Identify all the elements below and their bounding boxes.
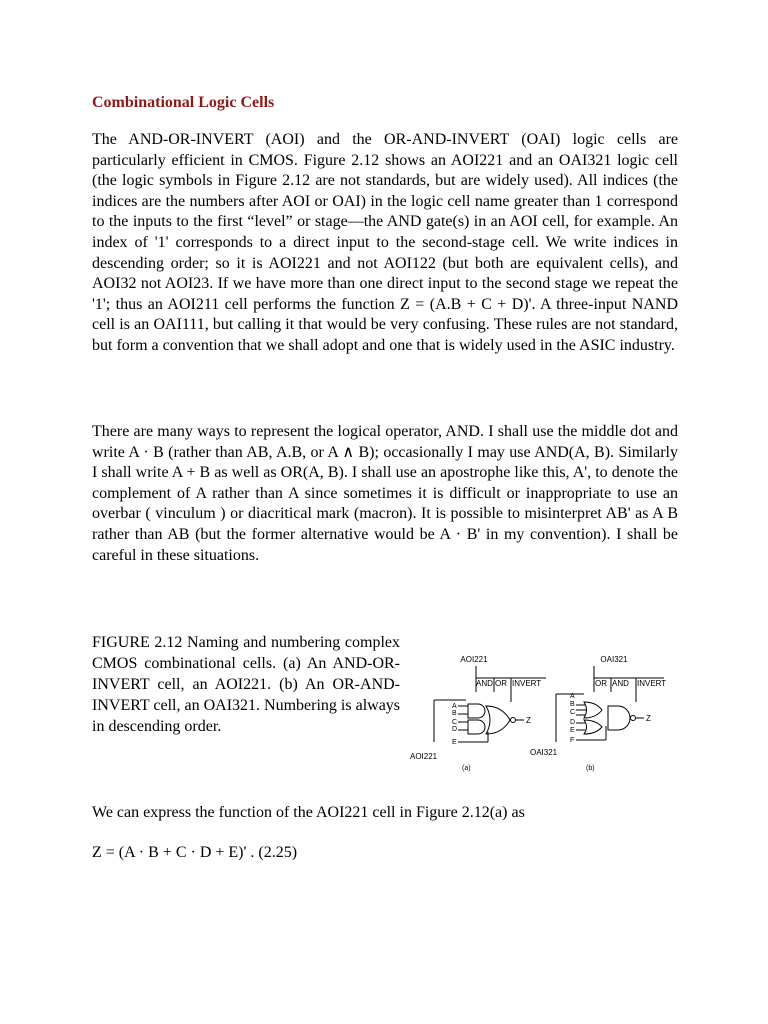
figure-a-stage-and: AND — [476, 679, 493, 688]
figure-b-input-e: E — [570, 727, 575, 734]
figure-b-input-f: F — [570, 737, 575, 744]
figure-a-output: Z — [526, 716, 531, 725]
figure-a-top-label: AOI221 — [460, 655, 488, 664]
figure-b-input-b: B — [570, 701, 575, 708]
figure-b-input-a: A — [570, 693, 575, 700]
figure-b-output: Z — [646, 714, 651, 723]
equation-2-25: Z = (A · B + C · D + E)' . (2.25) — [92, 844, 298, 861]
figure-a-input-d: D — [452, 726, 458, 733]
figure-a-sub-label: (a) — [462, 765, 471, 772]
figure-a-aoi221 — [410, 655, 546, 772]
figure-a-stage-or: OR — [495, 679, 507, 688]
paragraph-notation: There are many ways to represent the logical operator, AND. I shall use the middle dot and write A · B (rather than AB, A.B, or A ∧ B); occasionally I may use AND(A, B). Similarly I shall write A + B as well as OR(A, B). I shall use an apostrophe like this, A', to denote the complement of A rather than A since sometimes it is difficult or inappropriate to use an overbar ( vinculum ) or diacritical mark (macron). It is possible to misinterpret AB' as A B rather than AB (but the former alternative would be A · B' in my convention). I shall be careful in these situations. — [92, 423, 678, 564]
figure-b-bottom-label: OAI321 — [530, 748, 558, 757]
figure-a-input-a: A — [452, 703, 457, 710]
paragraph-aoi221-function: We can express the function of the AOI221 cell in Figure 2.12(a) as — [92, 804, 525, 821]
figure-2-12 — [406, 648, 666, 774]
figure-b-stage-or: OR — [595, 679, 607, 688]
figure-a-input-e: E — [452, 739, 457, 746]
section-title: Combinational Logic Cells — [92, 94, 275, 111]
figure-b-input-c: C — [570, 709, 576, 716]
figure-a-bottom-label: AOI221 — [410, 752, 438, 761]
figure-b-top-label: OAI321 — [600, 655, 628, 664]
figure-b-sub-label: (b) — [586, 765, 595, 772]
figure-caption: FIGURE 2.12 Naming and numbering complex CMOS combinational cells. (a) An AND-OR-INVERT cell, an AOI221. (b) An OR-AND-INVERT cell, an OAI321. Numbering is always in descending order. — [92, 634, 401, 735]
figure-a-stage-invert: INVERT — [512, 679, 542, 688]
figure-a-input-b: B — [452, 710, 457, 717]
figure-b-oai321 — [530, 655, 666, 772]
figure-a-input-c: C — [452, 719, 458, 726]
figure-b-stage-invert: INVERT — [637, 679, 666, 688]
figure-b-stage-and: AND — [612, 679, 629, 688]
paragraph-aoi-oai: The AND-OR-INVERT (AOI) and the OR-AND-INVERT (OAI) logic cells are particularly efficient in CMOS. Figure 2.12 shows an AOI221 and an OAI321 logic cell (the logic symbols in Figure 2.12 are not standards, but are widely used). All indices (the indices are the numbers after AOI or OAI) in the logic cell name greater than 1 correspond to the inputs to the first “level” or stage—the AND gate(s) in an AOI cell, for example. An index of '1' corresponds to a direct input to the second-stage cell. We write indices in descending order; so it is AOI221 and not AOI122 (but both are equivalent cells), and AOI32 not AOI23. If we have more than one direct input to the second stage we repeat the '1'; thus an AOI211 cell performs the function Z = (A.B + C + D)'. A three-input NAND cell is an OAI111, but calling it that would be very confusing. These rules are not standard, but form a convention that we shall adopt and one that is widely used in the ASIC industry. — [92, 131, 678, 354]
figure-b-input-d: D — [570, 719, 576, 726]
